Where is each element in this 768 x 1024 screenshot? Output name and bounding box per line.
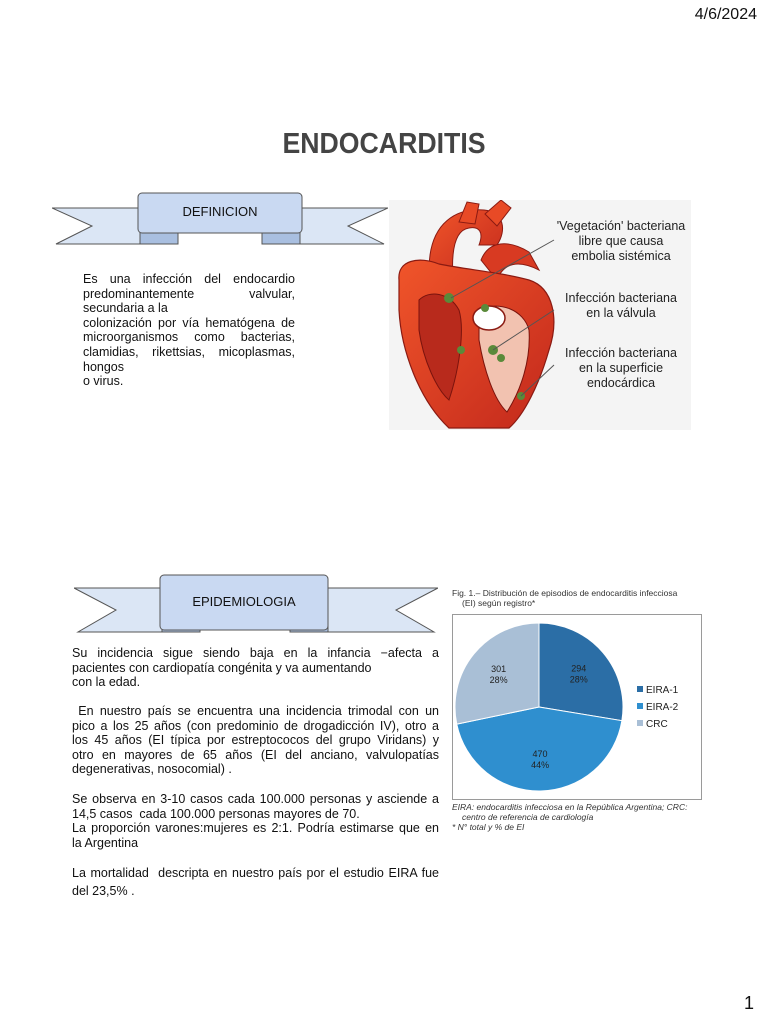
callout-line: libre que causa — [578, 234, 664, 248]
epidemiologia-paragraph-2 — [72, 704, 439, 777]
legend-swatch-icon — [637, 686, 643, 692]
legend-label: EIRA-1 — [646, 685, 679, 696]
definicion-text — [83, 272, 295, 389]
text-line: la Argentina — [72, 835, 139, 850]
caption-line: (EI) según registro* — [462, 598, 536, 608]
chart-legend — [637, 685, 699, 745]
text-line: pico a los 25 años (con predominio de drogadicción IV), otro a — [72, 718, 439, 733]
footnote-line: centro de referencia de cardiología — [462, 812, 594, 822]
pie-value-label: 470 — [532, 749, 548, 760]
page-title: ENDOCARDITIS — [282, 128, 486, 160]
pie-percent-label: 28% — [489, 675, 508, 686]
text-line: clamidias, rikettsias, micoplasmas, — [83, 344, 295, 359]
legend-label: CRC — [646, 719, 668, 730]
text-line: hongos — [83, 359, 125, 374]
callout-line: Infección bacteriana — [565, 346, 677, 360]
definicion-ribbon — [52, 192, 388, 248]
callout-line: en la superficie — [578, 361, 664, 375]
legend-label: EIRA-2 — [646, 702, 679, 713]
callout-valvula — [551, 291, 691, 321]
pie-value-label: 294 — [571, 663, 587, 674]
callout-line: endocárdica — [586, 376, 656, 390]
legend-swatch-icon — [637, 703, 643, 709]
legend-item-eira-1 — [637, 685, 678, 696]
text-line: del 23,5% . — [72, 884, 135, 898]
callout-vegetacion — [551, 219, 691, 264]
epidemiologia-paragraph-1 — [72, 646, 439, 690]
text-line: degenerativas, nosocomial) . — [72, 762, 232, 777]
section-label-definicion: DEFINICION — [182, 204, 258, 219]
pie-value-label: 301 — [491, 664, 507, 675]
chart-frame — [452, 614, 702, 800]
page-number: 1 — [743, 993, 754, 1013]
callout-line: embolia sistémica — [571, 249, 671, 263]
callout-line: 'Vegetación' bacteriana — [556, 219, 686, 233]
slide-date: 4/6/2024 — [694, 6, 757, 23]
legend-item-eira-2 — [637, 702, 678, 713]
chart-footnote — [452, 802, 706, 832]
pie-chart — [453, 615, 633, 799]
text-line: Su incidencia sigue siendo baja en la infancia −afecta a — [72, 646, 439, 660]
section-label-epidemiologia: EPIDEMIOLOGIA — [192, 594, 296, 609]
pie-percent-label: 28% — [569, 674, 588, 685]
footnote-line: * N° total y % de EI — [452, 822, 525, 832]
text-line: secundaria a la — [83, 301, 168, 316]
pie-chart-figure — [446, 580, 706, 838]
pie-percent-label: 44% — [531, 760, 550, 771]
ribbon-banner-icon — [52, 192, 388, 248]
text-line: En nuestro país se encuentra una incidencia trimodal con un — [72, 704, 439, 718]
text-line: 14,5 casos cada 100.000 personas mayores de 70. — [72, 806, 360, 821]
callout-line: Infección bacteriana — [565, 291, 677, 305]
epidemiologia-paragraph-3 — [72, 792, 439, 850]
callout-line: en la válvula — [586, 306, 656, 320]
legend-item-crc — [637, 719, 668, 730]
text-line: La proporción varones:mujeres es 2:1. Podría estimarse que en — [72, 821, 439, 836]
epidemiologia-paragraph-4 — [72, 864, 439, 900]
text-line: otro en mayores de 65 años (EI del anciano, valvulopatías — [72, 747, 439, 762]
text-line: Se observa en 3-10 casos cada 100.000 personas y asciende a — [72, 792, 439, 806]
legend-swatch-icon — [637, 720, 643, 726]
epidemiologia-ribbon — [74, 574, 438, 636]
text-line: los 45 años (EI típica por estreptococos del grupo Viridans) y — [72, 733, 439, 748]
text-line: La mortalidad descripta en nuestro país por el estudio EIRA fue — [72, 866, 439, 880]
footnote-line: EIRA: endocarditis infecciosa en la República Argentina; CRC: — [452, 802, 688, 812]
text-line: microorganismos como bacterias, — [83, 330, 295, 345]
text-line: colonización por vía hematógena de — [83, 315, 295, 330]
text-line: predominantemente valvular, — [83, 286, 295, 301]
caption-line: Fig. 1.– Distribución de episodios de endocarditis infecciosa — [452, 588, 678, 598]
text-line: Es una infección del endocardio — [83, 272, 295, 286]
text-line: pacientes con cardiopatía congénita y va aumentando — [72, 660, 372, 675]
callout-endocardica — [551, 346, 691, 391]
heart-illustration — [389, 200, 691, 430]
chart-caption — [452, 588, 706, 608]
text-line: o virus. — [83, 374, 124, 389]
text-line: con la edad. — [72, 675, 141, 690]
